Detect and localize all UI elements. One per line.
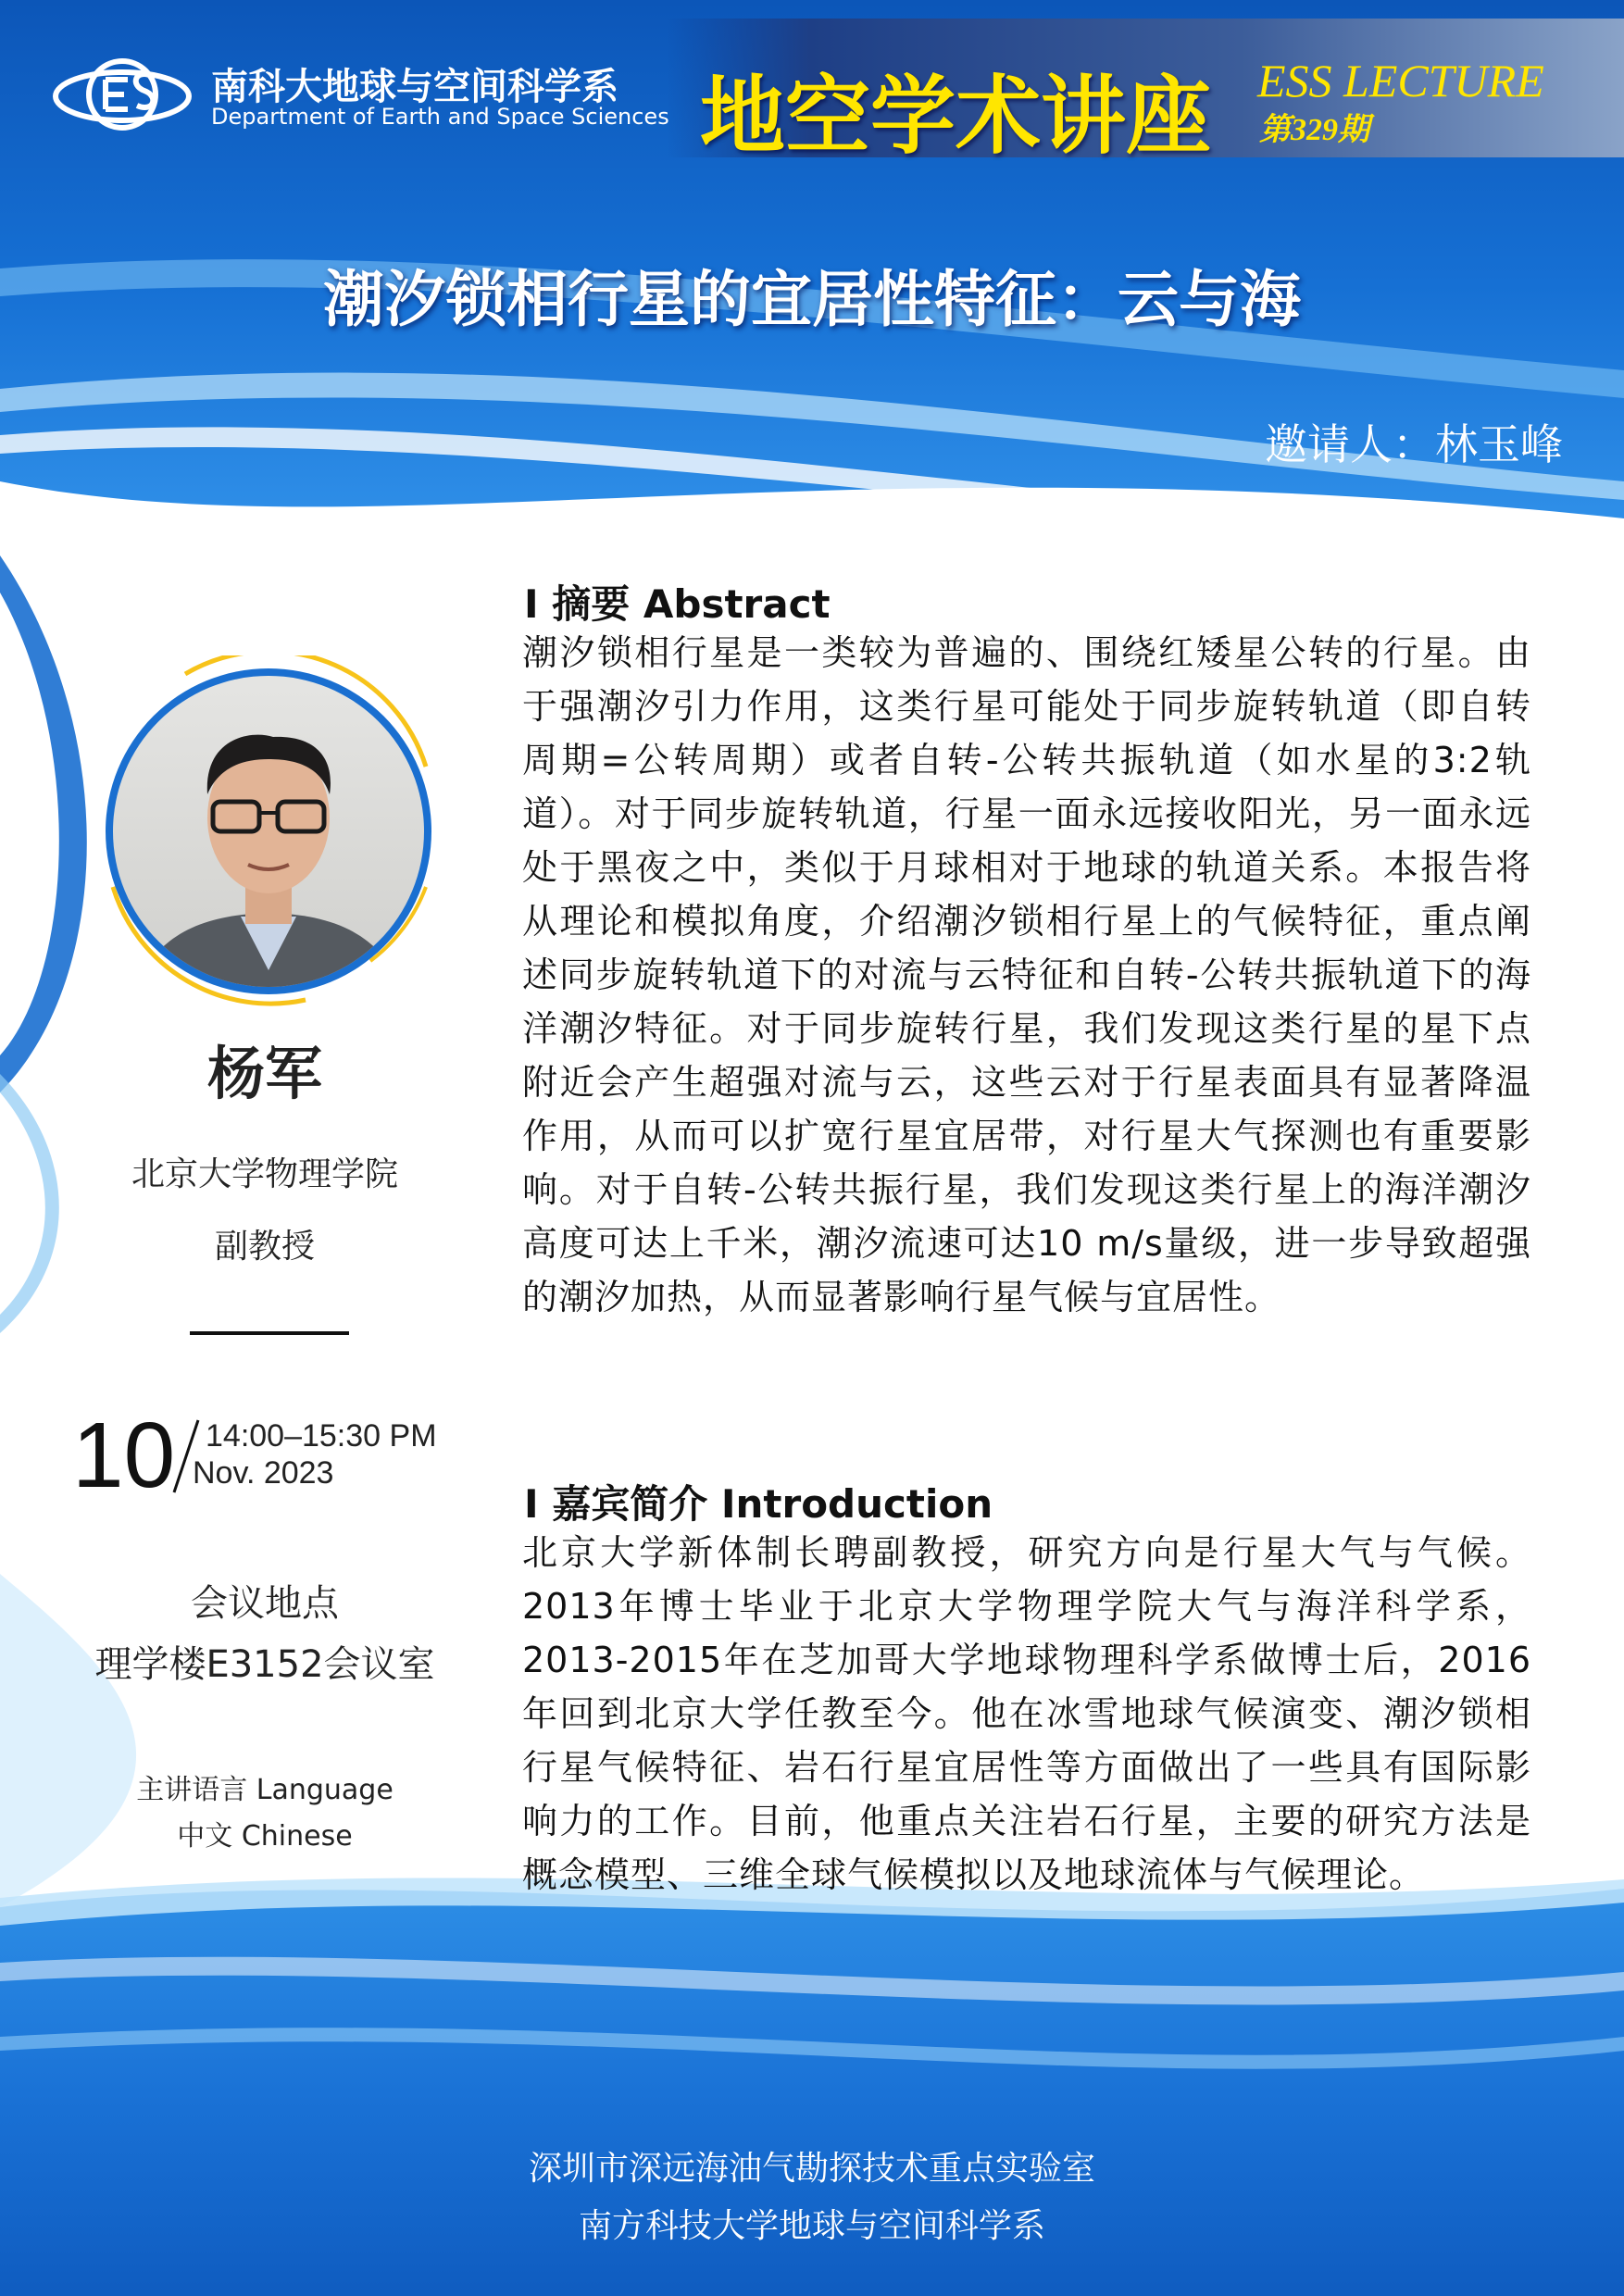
department-name-cn: 南科大地球与空间科学系 [211,66,618,108]
event-date: Nov. 2023 [193,1455,334,1491]
event-day: 10 [72,1404,176,1507]
introduction-text: 北京大学新体制长聘副教授，研究方向是行星大气与气候。2013年博士毕业于北京大学物理学院大气与海洋科学系，2013-2015年在芝加哥大学地球物理科学系做博士后，2016年回到北京大学任教至今。他在冰雪地球气候演变、潮汐锁相行星气候特征、岩石行星宜居性等方面做出了一些具有国际影响力的工作。目前，他重点关注岩石行星，主要的研究方法是概念模型、三维全球气候模拟以及地球流体与气候理论。 [522,1532,1531,1895]
footer-organizer-1: 深圳市深远海油气勘探技术重点实验室 [528,2150,1095,2188]
lecture-issue-number: 第329期 [1259,113,1369,147]
venue: 理学楼E3152会议室 [94,1643,435,1686]
abstract-heading: I 摘要 Abstract [524,581,831,627]
event-time: 14:00–15:30 PM [206,1418,437,1454]
introduction-heading: I 嘉宾简介 Introduction [524,1481,993,1527]
speaker-affiliation: 北京大学物理学院 [131,1155,398,1193]
abstract-text: 潮汐锁相行星是一类较为普遍的、围绕红矮星公转的行星。由于强潮汐引力作用，这类行星可能处于同步旋转轨道（即自转周期=公转周期）或者自转-公转共振轨道（如水星的3:2轨道）。对于同步旋转轨道，行星一面永远接收阳光，另一面永远处于黑夜之中，类似于月球相对于地球的轨道关系。本报告将从理论和模拟角度，介绍潮汐锁相行星上的气候特征，重点阐述同步旋转轨道下的对流与云特征和自转-公转共振轨道下的海洋潮汐特征。对于同步旋转行星，我们发现这类行星的星下点附近会产生超强对流与云，这些云对于行星表面具有显著降温作用，从而可以扩宽行星宜居带，对行星大气探测也有重要影响。对于自转-公转共振行星，我们发现这类行星上的海洋潮汐高度可达上千米，潮汐流速可达10 m/s量级，进一步导致超强的潮汐加热，从而显著影响行星气候与宜居性。 [522,632,1531,1317]
footer-organizer-2: 南方科技大学地球与空间科学系 [578,2207,1045,2245]
divider [190,1331,349,1335]
speaker-position: 副教授 [214,1228,315,1266]
speaker-name: 杨军 [206,1040,322,1107]
ess-logo-icon [48,48,196,141]
language: 中文 Chinese [177,1820,353,1853]
venue-label: 会议地点 [191,1582,339,1625]
inviter: 邀请人：林玉峰 [1265,419,1563,469]
lecture-series-title-en: ESS LECTURE [1257,55,1544,106]
lecture-series-title: 地空学术讲座 [700,66,1212,166]
language-label: 主讲语言 Language [136,1774,394,1806]
department-name-en: Department of Earth and Space Sciences [211,104,669,130]
speaker-photo [93,655,444,1007]
talk-title: 潮汐锁相行星的宜居性特征：云与海 [323,264,1301,335]
